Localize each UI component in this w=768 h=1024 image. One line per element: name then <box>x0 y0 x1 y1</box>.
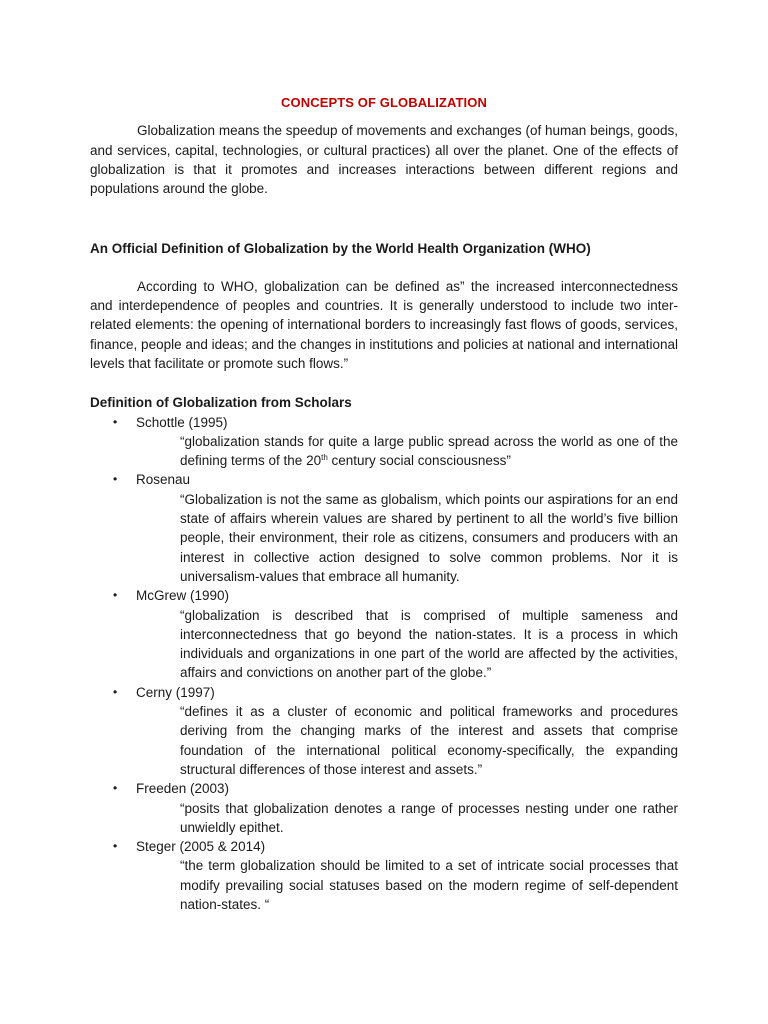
bullet-icon: • <box>113 588 118 603</box>
scholar-quote: “globalization is described that is comprised of multiple sameness and interconnectedness that go beyond the nation-states. It is a process in which individuals and organizations in one part of the world are affected by the activities, affairs and convictions on another part of the globe.” <box>180 607 678 681</box>
scholars-section-heading: Definition of Globalization from Scholars <box>90 395 352 411</box>
bullet-icon: • <box>113 414 118 429</box>
quote-text: “globalization stands for quite a large public spread across the world as one of the defining terms of the 20 <box>180 433 678 469</box>
who-section-heading: An Official Definition of Globalization by the World Health Organization (WHO) <box>90 241 591 257</box>
list-item <box>90 586 678 682</box>
scholar-quote: “the term globalization should be limited to a set of intricate social processes that modify prevailing social statuses based on the modern regime of self-dependent nation-states. “ <box>180 858 678 912</box>
who-definition-paragraph: According to WHO, globalization can be defined as” the increased interconnectedness and interdependence of peoples and countries. It is generally understood to include two inter-related elements: the opening of international borders to increasingly fast flows of goods, services, finance, people and ideas; and the changes in institutions and policies at national and international levels that facilitate or promote such flows.” <box>90 278 678 371</box>
scholars-list <box>90 413 678 915</box>
list-item <box>90 837 678 914</box>
bullet-icon: • <box>113 684 118 699</box>
superscript: th <box>321 453 328 463</box>
scholar-name: Steger (2005 & 2014) <box>136 839 266 855</box>
intro-paragraph: Globalization means the speedup of movements and exchanges (of human beings, goods, and services, capital, technologies, or cultural practices) all over the planet. One of the effects of globalization is that it promotes and increases interactions between different regions and populations around the globe. <box>90 123 678 197</box>
list-item <box>90 779 678 837</box>
page-title: CONCEPTS OF GLOBALIZATION <box>281 95 487 110</box>
bullet-icon: • <box>113 839 118 854</box>
list-item <box>90 413 678 471</box>
list-item <box>90 470 678 586</box>
scholar-name: Freeden (2003) <box>136 781 230 797</box>
scholar-quote <box>180 432 678 471</box>
quote-text: century social consciousness” <box>327 453 511 469</box>
scholar-name: McGrew (1990) <box>136 588 230 604</box>
scholar-name: Rosenau <box>136 472 191 488</box>
bullet-icon: • <box>113 472 118 487</box>
list-item <box>90 683 678 779</box>
scholar-quote: “Globalization is not the same as globalism, which points our aspirations for an end state of affairs wherein values are shared by pertinent to all the world’s five billion people, their environment, their role as citizens, consumers and producers with an interest in collective action designed to solve common problems. Nor it is universalism-values that embrace all humanity. <box>180 491 678 584</box>
scholar-name: Cerny (1997) <box>136 684 215 700</box>
scholar-quote: “defines it as a cluster of economic and political frameworks and procedures deriving from the changing marks of the interest and assets that comprise foundation of the international political economy-specifically, the expanding structural differences of those interest and assets.” <box>180 704 678 777</box>
scholar-name: Schottle (1995) <box>136 414 228 430</box>
scholar-quote: “posits that globalization denotes a range of processes nesting under one rather unwieldly epithet. <box>180 800 678 835</box>
bullet-icon: • <box>113 781 118 796</box>
